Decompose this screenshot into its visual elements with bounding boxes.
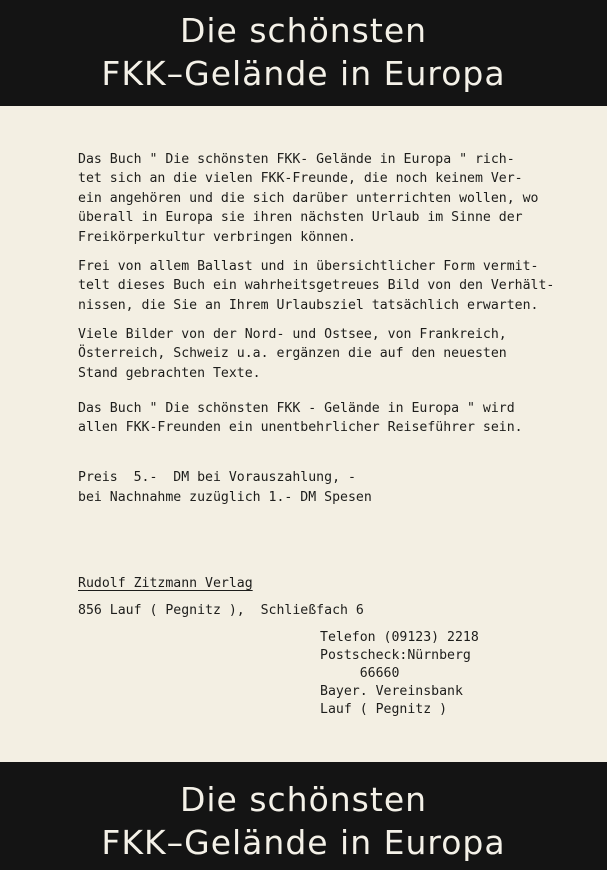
paragraph-1-line-3: ein angehören und die sich darüber unterrichten wollen, wo (78, 191, 539, 206)
paragraph-3-line-2: Österreich, Schweiz u.a. ergänzen die auf den neuesten (78, 346, 507, 361)
contact-bank-location: Lauf ( Pegnitz ) (320, 702, 448, 717)
price-line-1: Preis 5.- DM bei Vorauszahlung, - (78, 470, 356, 485)
contact-postscheck: Postscheck:Nürnberg (320, 648, 471, 663)
paragraph-1-line-2: tet sich an die vielen FKK-Freunde, die noch keinem Ver- (78, 171, 523, 186)
paragraph-2-line-2: telt dieses Buch ein wahrheitsgetreues Bild von den Verhält- (78, 278, 555, 293)
publisher-address: 856 Lauf ( Pegnitz ), Schließfach 6 (78, 603, 364, 618)
paragraph-4-line-2: allen FKK-Freunden ein unentbehrlicher Reiseführer sein. (78, 420, 523, 435)
paragraph-2-line-3: nissen, die Sie an Ihrem Urlaubsziel tatsächlich erwarten. (78, 298, 539, 313)
paragraph-3-line-3: Stand gebrachten Texte. (78, 366, 261, 381)
paragraph-1-line-1: Das Buch " Die schönsten FKK- Gelände in Europa " rich- (78, 152, 515, 167)
publisher-name: Rudolf Zitzmann Verlag (78, 576, 253, 591)
banner-title-line2: FKK–Gelände in Europa (101, 54, 506, 93)
top-banner (0, 0, 607, 106)
paragraph-3-line-1: Viele Bilder von der Nord- und Ostsee, von Frankreich, (78, 327, 507, 342)
bottom-banner-title-line2: FKK–Gelände in Europa (101, 823, 506, 862)
contact-bank: Bayer. Vereinsbank (320, 684, 463, 699)
contact-account-number: 66660 (320, 666, 400, 681)
paragraph-1-line-5: Freikörperkultur verbringen können. (78, 230, 356, 245)
contact-telephone: Telefon (09123) 2218 (320, 630, 479, 645)
bottom-banner-title-line1: Die schönsten (179, 780, 428, 819)
paragraph-1-line-4: überall in Europa sie ihren nächsten Urlaub im Sinne der (78, 210, 523, 225)
paragraph-4-line-1: Das Buch " Die schönsten FKK - Gelände in Europa " wird (78, 401, 515, 416)
banner-title-line1: Die schönsten (179, 11, 428, 50)
price-line-2: bei Nachnahme zuzüglich 1.- DM Spesen (78, 490, 372, 505)
paragraph-2-line-1: Frei von allem Ballast und in übersichtlicher Form vermit- (78, 259, 539, 274)
